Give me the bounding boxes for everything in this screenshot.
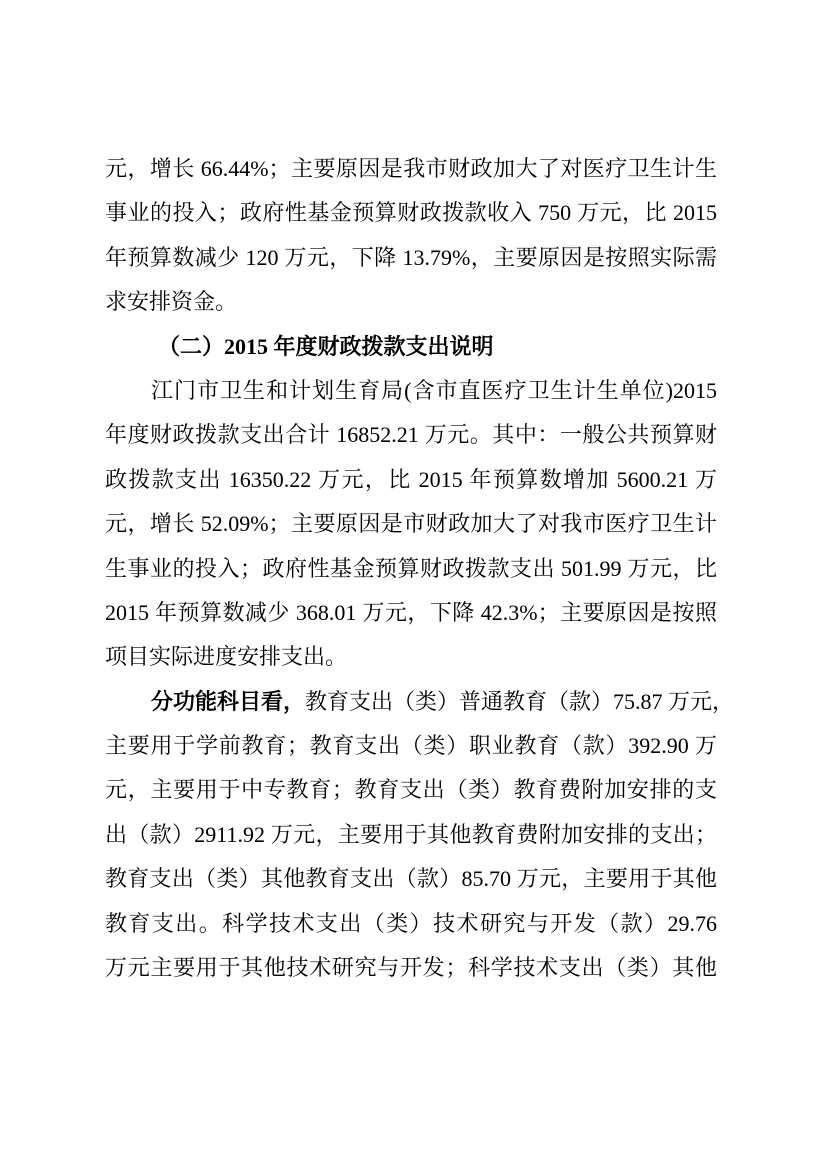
text-line: 事业的投入；政府性基金预算财政拨款收入 750 万元，比 2015 [105, 200, 717, 226]
text-line: 主要用于学前教育；教育支出（类）职业教育（款）392.90 万 [105, 733, 717, 759]
text-line: 年预算数减少 120 万元，下降 13.79%，主要原因是按照实际需 [105, 244, 717, 270]
text-line: 年度财政拨款支出合计 16852.21 万元。其中：一般公共预算财 [105, 422, 717, 448]
text-line: 政拨款支出 16350.22 万元，比 2015 年预算数增加 5600.21 万 [105, 466, 717, 492]
text-line [105, 680, 735, 724]
text-line: 求安排资金。 [105, 289, 238, 315]
lead-in-bold: 分功能科目看， [151, 688, 306, 714]
document-body [105, 147, 735, 990]
text-segment: 教育支出（类）普通教育（款）75.87 万元， [305, 688, 735, 714]
text-line: 项目实际进度安排支出。 [105, 644, 348, 670]
heading-expenditure-explanation: （二）2015 年度财政拨款支出说明 [158, 333, 494, 359]
text-line: 教育支出（类）其他教育支出（款）85.70 万元，主要用于其他 [105, 866, 717, 892]
text-line: 元，主要用于中专教育；教育支出（类）教育费附加安排的支 [105, 777, 717, 803]
text-line: 出（款）2911.92 万元，主要用于其他教育费附加安排的支出； [105, 821, 717, 847]
text-line: 万元主要用于其他技术研究与开发；科学技术支出（类）其他 [105, 955, 717, 981]
para-expenditure-by-function [105, 680, 735, 991]
text-line: 2015 年预算数减少 368.01 万元，下降 42.3%；主要原因是按照 [105, 599, 717, 625]
text-line: 元，增长 52.09%；主要原因是市财政加大了对我市医疗卫生计 [105, 511, 717, 537]
text-line: 江门市卫生和计划生育局(含市直医疗卫生计生单位)2015 [151, 377, 717, 403]
text-line: 生事业的投入；政府性基金预算财政拨款支出 501.99 万元，比 [105, 555, 717, 581]
text-line: 元，增长 66.44%；主要原因是我市财政加大了对医疗卫生计生 [105, 156, 717, 181]
text-line: 教育支出。科学技术支出（类）技术研究与开发（款）29.76 [105, 910, 717, 936]
para-expenditure-summary [105, 369, 717, 680]
para-income-continuation [105, 147, 717, 325]
